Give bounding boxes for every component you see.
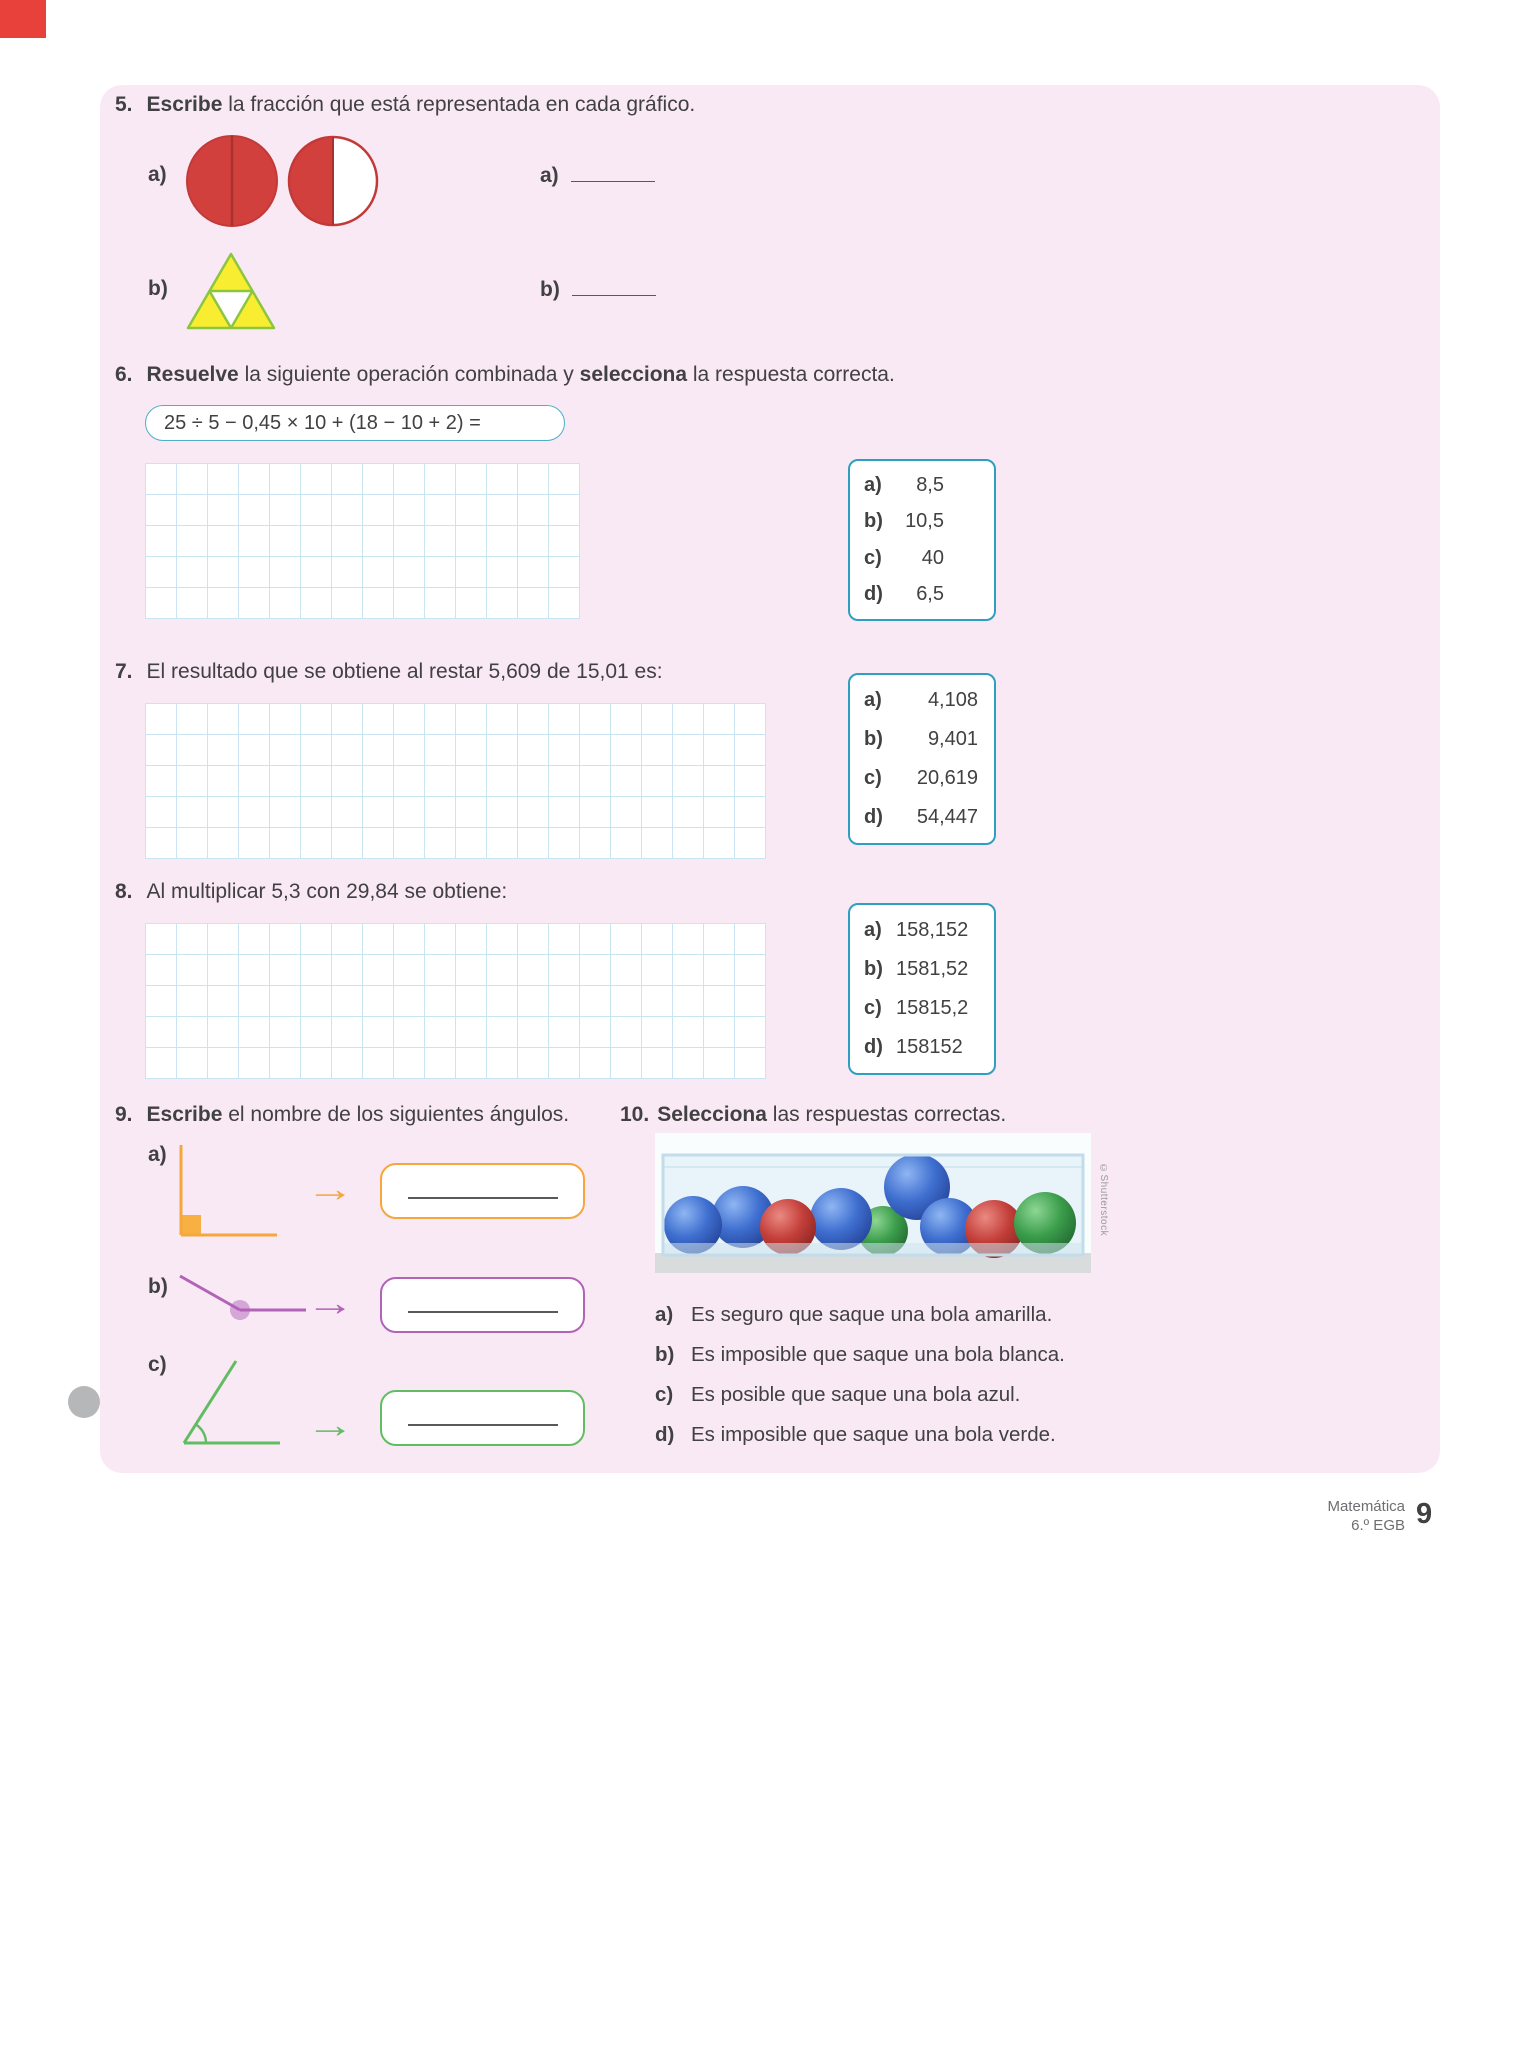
q6-option-b-value: 10,5 <box>905 510 944 533</box>
q6-option-b-label: b) <box>864 510 883 533</box>
q9-answer-line-c <box>408 1424 558 1426</box>
q7-option-d[interactable] <box>864 806 994 829</box>
q9-answer-box-b[interactable] <box>380 1277 585 1333</box>
question-10-number: 10. <box>620 1103 650 1126</box>
question-5-title <box>115 93 695 117</box>
work-grid-q6[interactable] <box>145 463 580 619</box>
q5-item-b-label: b) <box>148 277 168 300</box>
q8-option-c-value: 15815,2 <box>896 997 969 1019</box>
question-10-title <box>620 1103 1006 1127</box>
q7-option-b[interactable] <box>864 728 994 751</box>
q10-option-c[interactable] <box>655 1383 1020 1407</box>
q10-option-b[interactable] <box>655 1343 1065 1367</box>
arrow-right-icon: → <box>305 1404 355 1445</box>
q6-option-d-value: 6,5 <box>916 583 944 606</box>
q8-option-d-label: d) <box>864 1036 883 1058</box>
fraction-triangle-graphic <box>185 251 277 331</box>
q7-option-a-value: 4,108 <box>927 689 978 711</box>
q10-option-a-label: a) <box>655 1303 674 1326</box>
q5-answer-a-blank[interactable] <box>571 163 655 182</box>
q5-answer-b-label: b) <box>540 278 560 301</box>
q6-option-d[interactable] <box>864 583 994 606</box>
q6-option-c[interactable] <box>864 547 994 570</box>
q7-options-box <box>848 673 996 845</box>
operation-expression <box>145 405 565 441</box>
arrow-right-icon: → <box>305 1168 355 1209</box>
q6-option-c-value: 40 <box>921 546 944 569</box>
q10-option-d-label: d) <box>655 1423 675 1446</box>
q9-item-b-label: b) <box>148 1275 168 1298</box>
q7-option-d-label: d) <box>864 806 883 828</box>
q6-option-b[interactable] <box>864 510 994 533</box>
q8-option-b-value: 1581,52 <box>896 958 969 980</box>
question-5-number: 5. <box>115 93 133 116</box>
operation-expression-text: 25 ÷ 5 − 0,45 × 10 + (18 − 10 + 2) = <box>164 411 481 434</box>
question-9-number: 9. <box>115 1103 133 1126</box>
q8-option-d-value: 158152 <box>896 1036 963 1058</box>
footer-subject: Matemática <box>1327 1498 1405 1515</box>
question-6-title <box>115 363 895 387</box>
q5-item-a-label: a) <box>148 163 167 186</box>
q8-option-a-value: 158,152 <box>896 919 969 941</box>
q8-options-box <box>848 903 996 1075</box>
question-10-text: las respuestas correctas. <box>766 1103 1007 1126</box>
question-6-text-2: la respuesta correcta. <box>687 363 895 386</box>
q8-option-a[interactable] <box>864 919 994 942</box>
obtuse-angle-graphic <box>176 1270 311 1325</box>
question-5-keyword: Escribe <box>146 93 223 116</box>
question-6-keyword-2: selecciona <box>579 363 688 386</box>
question-8-text: Al multiplicar 5,3 con 29,84 se obtiene: <box>146 880 508 903</box>
balls-photo <box>655 1133 1091 1273</box>
q7-option-d-value: 54,447 <box>916 806 978 828</box>
q8-option-b[interactable] <box>864 958 994 981</box>
q8-option-c[interactable] <box>864 997 994 1020</box>
q6-option-c-label: c) <box>864 546 882 569</box>
page-number: 9 <box>1416 1498 1433 1530</box>
q8-option-c-label: c) <box>864 997 882 1019</box>
question-9-title <box>115 1103 569 1127</box>
q8-option-d[interactable] <box>864 1036 994 1059</box>
q5-answer-a-row <box>540 163 655 188</box>
q10-option-c-label: c) <box>655 1383 674 1406</box>
work-grid-q8[interactable] <box>145 923 766 1079</box>
question-10-keyword: Selecciona <box>657 1103 767 1126</box>
photo-credit: ©Shutterstock <box>1098 1163 1109 1237</box>
q9-answer-box-c[interactable] <box>380 1390 585 1446</box>
q7-option-b-label: b) <box>864 728 883 750</box>
fraction-circles-graphic <box>185 133 385 229</box>
corner-accent <box>0 0 46 38</box>
page-footer <box>1230 1497 1405 1535</box>
question-5-text: la fracción que está representada en cada gráfico. <box>222 93 696 116</box>
q8-option-a-label: a) <box>864 919 882 941</box>
q9-answer-line-a <box>408 1197 558 1199</box>
question-6-text-1: la siguiente operación combinada y <box>238 363 580 386</box>
q7-option-a-label: a) <box>864 689 882 711</box>
q5-answer-b-row <box>540 277 656 302</box>
worksheet-panel <box>100 85 1440 1473</box>
q9-item-a-label: a) <box>148 1143 167 1166</box>
margin-dot <box>68 1386 100 1418</box>
q6-option-a-value: 8,5 <box>916 473 944 496</box>
q9-answer-box-a[interactable] <box>380 1163 585 1219</box>
q6-option-a-label: a) <box>864 473 882 496</box>
q6-option-d-label: d) <box>864 583 883 606</box>
question-7-text: El resultado que se obtiene al restar 5,609 de 15,01 es: <box>146 660 663 683</box>
question-7-number: 7. <box>115 660 133 683</box>
q5-answer-b-blank[interactable] <box>572 277 656 296</box>
question-7-title <box>115 660 663 684</box>
q9-answer-line-b <box>408 1311 558 1313</box>
q10-option-a-text: Es seguro que saque una bola amarilla. <box>691 1303 1053 1326</box>
q10-option-d[interactable] <box>655 1423 1056 1447</box>
question-8-title <box>115 880 507 904</box>
q10-option-d-text: Es imposible que saque una bola verde. <box>691 1423 1056 1446</box>
q6-options-box <box>848 459 996 621</box>
q7-option-c-value: 20,619 <box>916 767 978 789</box>
q5-answer-a-label: a) <box>540 164 559 187</box>
q9-item-c-label: c) <box>148 1353 167 1376</box>
right-angle-graphic <box>172 1143 282 1243</box>
question-8-number: 8. <box>115 880 133 903</box>
arrow-right-icon: → <box>305 1282 355 1323</box>
acute-angle-graphic <box>176 1357 286 1449</box>
question-9-keyword: Escribe <box>146 1103 223 1126</box>
footer-grade: 6.º EGB <box>1351 1517 1405 1534</box>
q7-option-c[interactable] <box>864 767 994 790</box>
q10-option-b-text: Es imposible que saque una bola blanca. <box>691 1343 1065 1366</box>
q7-option-c-label: c) <box>864 767 882 789</box>
q8-option-b-label: b) <box>864 958 883 980</box>
question-6-keyword-1: Resuelve <box>146 363 239 386</box>
q10-option-b-label: b) <box>655 1343 675 1366</box>
q6-option-a[interactable] <box>864 474 994 497</box>
q7-option-b-value: 9,401 <box>927 728 978 750</box>
q7-option-a[interactable] <box>864 689 994 712</box>
question-9-text: el nombre de los siguientes ángulos. <box>222 1103 570 1126</box>
q10-option-c-text: Es posible que saque una bola azul. <box>691 1383 1021 1406</box>
question-6-number: 6. <box>115 363 133 386</box>
work-grid-q7[interactable] <box>145 703 766 859</box>
q10-option-a[interactable] <box>655 1303 1052 1327</box>
